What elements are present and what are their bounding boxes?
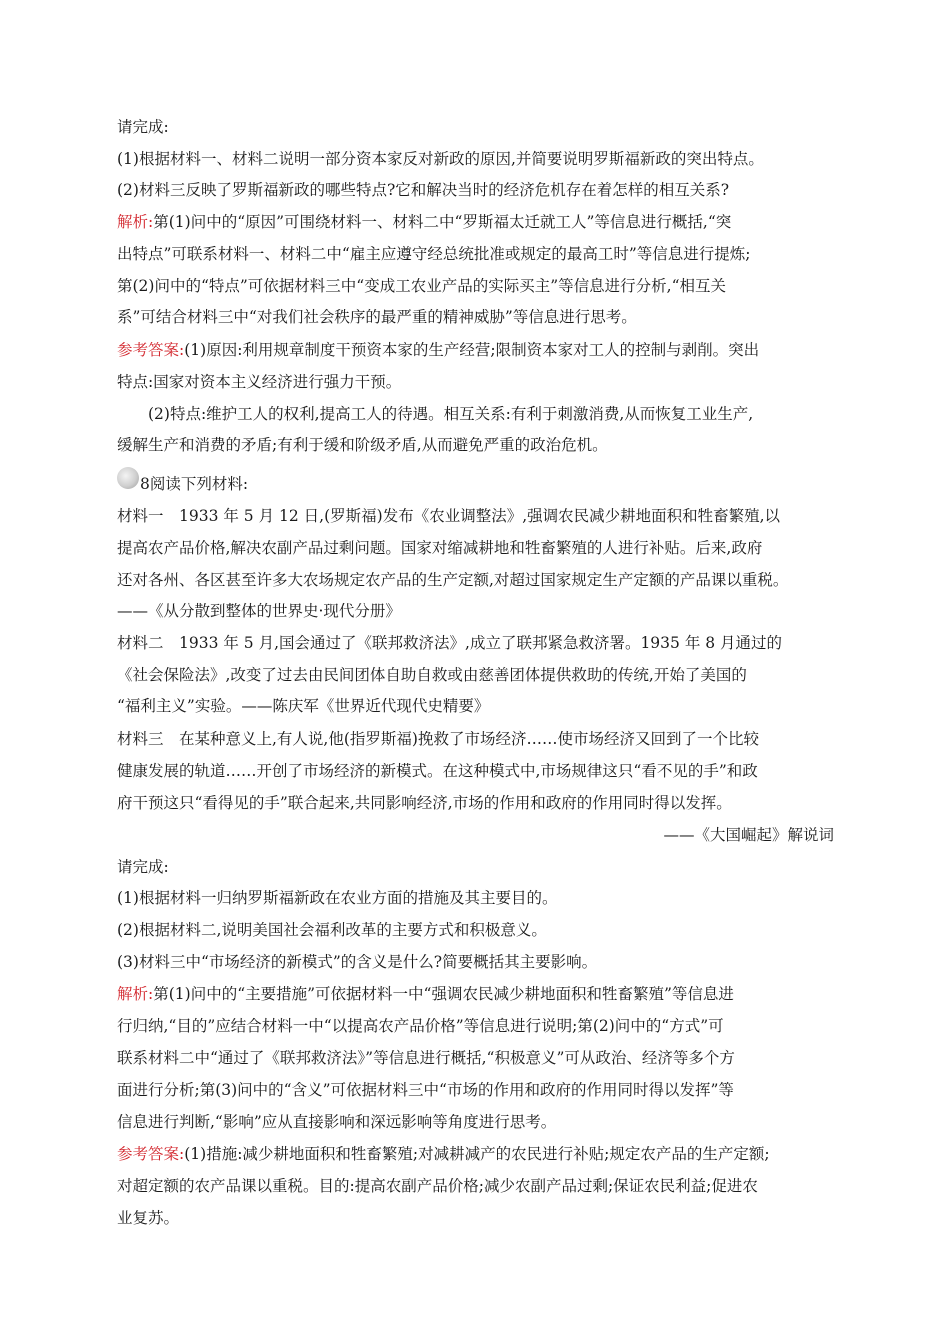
material-line: 健康发展的轨道……开创了市场经济的新模式。在这种模式中,市场规律这只“看不见的手”和政 — [117, 762, 758, 780]
material-line: 《社会保险法》,改变了过去由民间团体自助自救或由慈善团体提供救助的传统,开始了美国的 — [117, 666, 747, 684]
answer-text: (1)原因:利用规章制度干预资本家的生产经营;限制资本家对工人的控制与剥削。突出 — [184, 341, 760, 359]
answer-label: 参考答案: — [117, 1145, 185, 1163]
prompt-text: 请完成: — [117, 858, 169, 876]
analysis-line-4: 系”可结合材料三中“对我们社会秩序的最严重的精神威胁”等信息进行思考。 — [117, 308, 637, 326]
question-1: (1)根据材料一归纳罗斯福新政在农业方面的措施及其主要目的。 — [117, 889, 558, 907]
material-line: 材料一 1933 年 5 月 12 日,(罗斯福)发布《农业调整法》,强调农民减少耕地面积和牲畜繁殖,以 — [117, 507, 781, 525]
analysis-line-3: 联系材料二中“通过了《联邦救济法》”等信息进行概括,“积极意义”可从政治、经济等多个方 — [117, 1049, 735, 1067]
analysis-line-3: 第(2)问中的“特点”可依据材料三中“变成工农业产品的实际买主”等信息进行分析,“相互关 — [117, 277, 727, 295]
analysis-line-2: 行归纳,“目的”应结合材料一中“以提高农产品价格”等信息进行说明;第(2)问中的“方式”可 — [117, 1017, 724, 1035]
material-line: 提高农产品价格,解决农副产品过剩问题。国家对缩减耕地和牲畜繁殖的人进行补贴。后来,政府 — [117, 539, 763, 557]
material-line: 材料三 在某种意义上,有人说,他(指罗斯福)挽救了市场经济……使市场经济又回到了一个比较 — [117, 730, 759, 748]
material-line: “福利主义”实验。——陈庆军《世界近代现代史精要》 — [117, 697, 490, 715]
answer-line-4: 缓解生产和消费的矛盾;有利于缓和阶级矛盾,从而避免严重的政治危机。 — [117, 436, 608, 454]
answer-text: (1)措施:减少耕地面积和牲畜繁殖;对减耕减产的农民进行补贴;规定农产品的生产定额; — [184, 1145, 770, 1163]
analysis-label: 解析: — [117, 213, 154, 231]
analysis-text: 第(1)问中的“主要措施”可依据材料一中“强调农民减少耕地面积和牲畜繁殖”等信息进 — [153, 985, 734, 1003]
answer-line-1 — [117, 340, 837, 360]
question-3: (3)材料三中“市场经济的新模式”的含义是什么?简要概括其主要影响。 — [117, 953, 598, 971]
analysis-label: 解析: — [117, 985, 154, 1003]
answer-line-2: 对超定额的农产品课以重税。目的:提高农副产品价格;减少农副产品过剩;保证农民利益;促进农 — [117, 1177, 758, 1195]
analysis-line-1 — [117, 984, 837, 1004]
answer-line-2: 特点:国家对资本主义经济进行强力干预。 — [117, 373, 402, 391]
analysis-text: 第(1)问中的“原因”可围绕材料一、材料二中“罗斯福太迁就工人”等信息进行概括,“突 — [153, 213, 732, 231]
material-source: ——《大国崛起》解说词 — [663, 826, 834, 844]
analysis-line-2: 出特点”可联系材料一、材料二中“雇主应遵守经总统批准或规定的最高工时”等信息进行提炼; — [117, 245, 751, 263]
analysis-line-1 — [117, 212, 837, 232]
answer-label: 参考答案: — [117, 341, 185, 359]
prompt-text: 请完成: — [117, 118, 169, 136]
material-line: 还对各州、各区甚至许多大农场规定农产品的生产定额,对超过国家规定生产定额的产品课以重税。 — [117, 571, 789, 589]
question-title: 阅读下列材料: — [149, 475, 249, 493]
answer-line-3: (2)特点:维护工人的权利,提高工人的待遇。相互关系:有利于刺激消费,从而恢复工业生产, — [148, 405, 754, 423]
question-2: (2)根据材料二,说明美国社会福利改革的主要方式和积极意义。 — [117, 921, 547, 939]
question-heading — [140, 474, 860, 494]
answer-line-3: 业复苏。 — [117, 1209, 180, 1227]
material-line: ——《从分散到整体的世界史·现代分册》 — [117, 602, 401, 620]
material-line: 材料二 1933 年 5 月,国会通过了《联邦救济法》,成立了联邦紧急救济署。1935 年 8 月通过的 — [117, 634, 783, 652]
material-line: 府干预这只“看得见的手”联合起来,共同影响经济,市场的作用和政府的作用同时得以发挥。 — [117, 794, 732, 812]
question-2: (2)材料三反映了罗斯福新政的哪些特点?它和解决当时的经济危机存在着怎样的相互关系? — [117, 181, 730, 199]
analysis-line-5: 信息进行判断,“影响”应从直接影响和深远影响等角度进行思考。 — [117, 1113, 557, 1131]
answer-line-1 — [117, 1144, 837, 1164]
question-number: 8 — [140, 475, 150, 493]
analysis-line-4: 面进行分析;第(3)问中的“含义”可依据材料三中“市场的作用和政府的作用同时得以发挥”等 — [117, 1081, 734, 1099]
question-bullet-icon — [117, 467, 139, 489]
question-1: (1)根据材料一、材料二说明一部分资本家反对新政的原因,并简要说明罗斯福新政的突出特点。 — [117, 150, 764, 168]
